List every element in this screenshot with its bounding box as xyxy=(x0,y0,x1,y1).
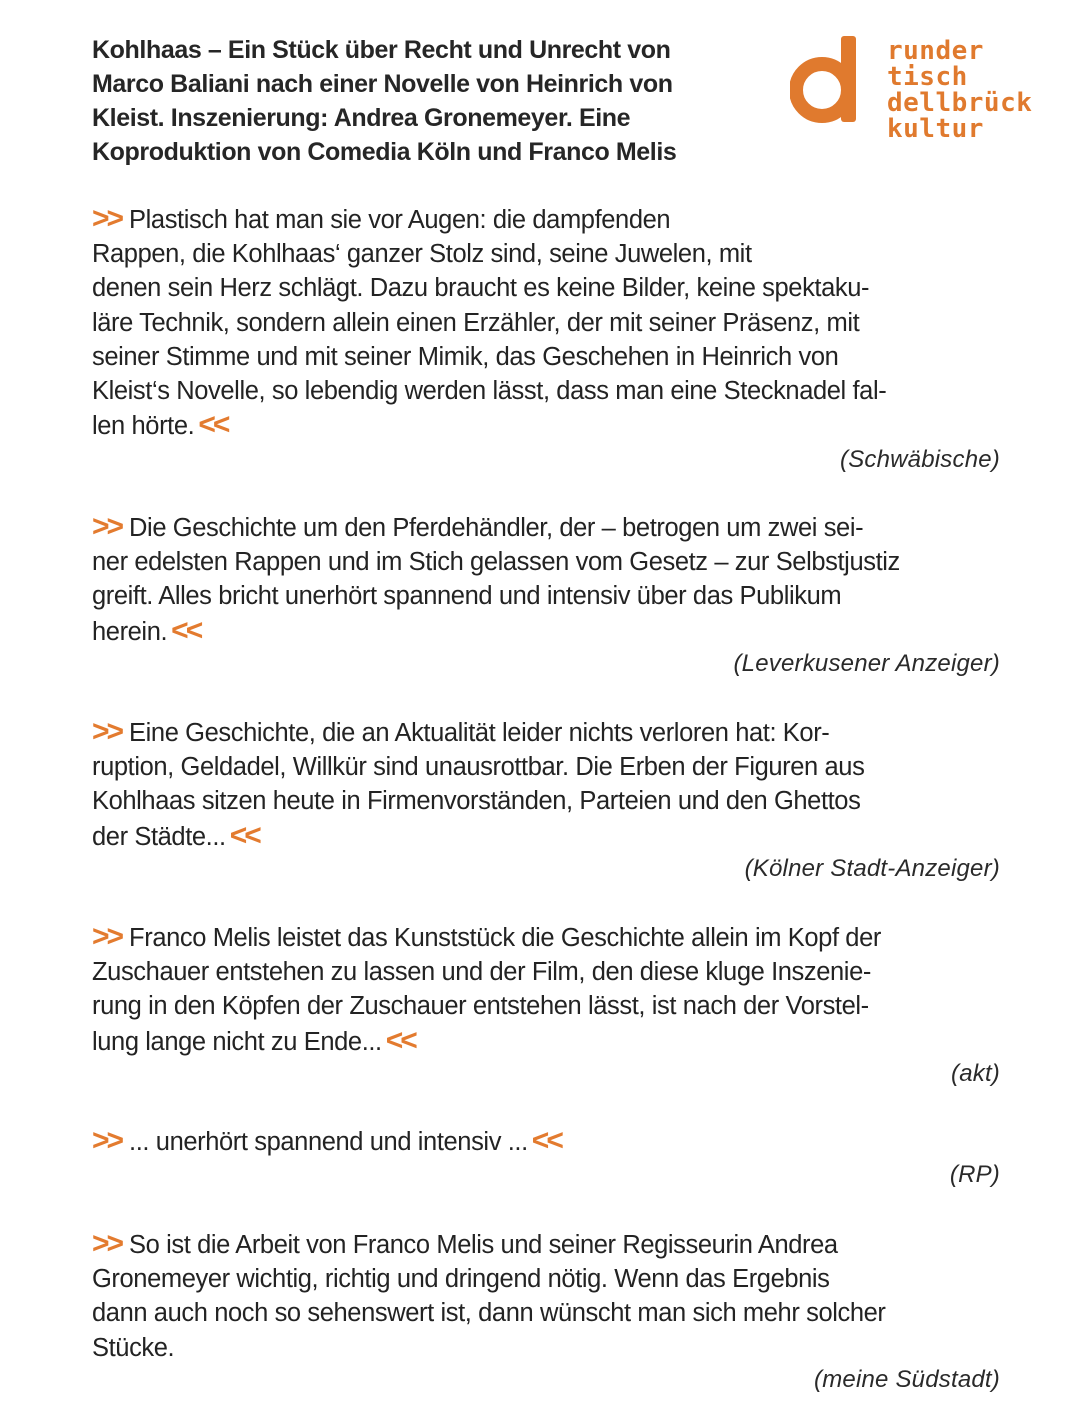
quote-line: läre Technik, sondern allein einen Erzähler, der mit seiner Präsenz, mit xyxy=(92,308,860,337)
quote-text: Franco Melis leistet das Kunststück die Geschichte allein im Kopf der xyxy=(129,924,881,952)
quote-line: Kleist‘s Novelle, so lebendig werden lässt, dass man eine Stecknadel fal- xyxy=(92,377,887,406)
quote-text: So ist die Arbeit von Franco Melis und seiner Regisseurin Andrea xyxy=(129,1231,838,1259)
quote-line: seiner Stimme und mit seiner Mimik, das Geschehen in Heinrich von xyxy=(92,342,839,371)
quote-text: Die Geschichte um den Pferdehändler, der – betrogen um zwei sei- xyxy=(129,514,864,542)
quote-line xyxy=(92,202,1002,237)
header-title-line: Kohlhaas – Ein Stück über Recht und Unrecht von xyxy=(92,36,671,64)
close-quote-marker: << xyxy=(385,1023,415,1057)
close-quote-marker: << xyxy=(531,1124,561,1157)
quote-rp xyxy=(92,1124,1002,1159)
quote-line xyxy=(92,819,1002,854)
close-quote-marker: << xyxy=(229,818,259,852)
source-label: (meine Südstadt) xyxy=(814,1366,1000,1393)
quote-line: Rappen, die Kohlhaas‘ ganzer Stolz sind, seine Juwelen, mit xyxy=(92,240,752,269)
quote-line xyxy=(92,715,1002,750)
logo-line: runder xyxy=(887,36,984,66)
quote-line: Stücke. xyxy=(92,1333,175,1362)
header-title xyxy=(92,33,772,169)
quote-text: Plastisch hat man sie vor Augen: die dampfenden xyxy=(129,206,671,234)
source-label: (akt) xyxy=(951,1060,1000,1087)
quote-line: Kohlhaas sitzen heute in Firmenvorständen, Parteien und den Ghettos xyxy=(92,787,861,816)
quote-text: der Städte... xyxy=(92,822,226,851)
quote-akt xyxy=(92,920,1002,1059)
quote-text: len hörte. xyxy=(92,412,195,441)
logo-line: tisch xyxy=(887,62,968,92)
source-label: (RP) xyxy=(949,1161,1000,1188)
quote-line xyxy=(92,1124,1002,1159)
open-quote-marker: >> xyxy=(92,920,122,953)
quote-line: ruption, Geldadel, Willkür sind unausrottbar. Die Erben der Figuren aus xyxy=(92,753,865,782)
source-label: (Leverkusener Anzeiger) xyxy=(733,650,1000,677)
quote-line: greift. Alles bricht unerhört spannend und intensiv über das Publikum xyxy=(92,582,842,611)
quote-line: Zuschauer entstehen zu lassen und der Film, den diese kluge Inszenie- xyxy=(92,958,871,987)
header-title-line: Marco Baliani nach einer Novelle von Heinrich von xyxy=(92,70,673,98)
header-title-line: Kleist. Inszenierung: Andrea Gronemeyer. Eine xyxy=(92,104,631,132)
quote-line xyxy=(92,408,1002,443)
quote-text: lung lange nicht zu Ende... xyxy=(92,1027,382,1056)
quote-line xyxy=(92,614,1002,649)
open-quote-marker: >> xyxy=(92,202,122,235)
close-quote-marker: << xyxy=(198,408,228,442)
quote-text: ... unerhört spannend und intensiv ... xyxy=(129,1128,528,1156)
logo-line: kultur xyxy=(887,114,984,144)
logo-line: dellbrück xyxy=(887,88,1033,118)
quote-line: denen sein Herz schlägt. Dazu braucht es keine Bilder, keine spektaku- xyxy=(92,274,870,303)
source-label: (Kölner Stadt-Anzeiger) xyxy=(744,855,1000,882)
quote-text: Eine Geschichte, die an Aktualität leider nichts verloren hat: Kor- xyxy=(129,719,830,747)
quote-line: rung in den Köpfen der Zuschauer entstehen lässt, ist nach der Vorstel- xyxy=(92,992,869,1021)
runder-tisch-logo xyxy=(790,30,1050,150)
open-quote-marker: >> xyxy=(92,510,122,543)
d-logo-icon xyxy=(790,30,870,130)
quote-line xyxy=(92,920,1002,955)
quote-line: ner edelsten Rappen und im Stich gelassen vom Gesetz – zur Selbstjustiz xyxy=(92,548,900,577)
quote-line xyxy=(92,1024,1002,1059)
header-title-line: Koproduktion von Comedia Köln und Franco Melis xyxy=(92,138,677,166)
quote-line: dann auch noch so sehenswert ist, dann wünscht man sich mehr solcher xyxy=(92,1299,886,1328)
quote-meine-suedstadt xyxy=(92,1227,1002,1365)
quote-schwaebische xyxy=(92,202,1002,443)
quote-line xyxy=(92,1227,1002,1262)
quote-koelner xyxy=(92,715,1002,854)
quote-line: Gronemeyer wichtig, richtig und dringend nötig. Wenn das Ergebnis xyxy=(92,1265,830,1294)
quote-leverkusener xyxy=(92,510,1002,649)
quote-line xyxy=(92,510,1002,545)
open-quote-marker: >> xyxy=(92,1227,122,1260)
source-label: (Schwäbische) xyxy=(840,446,1000,473)
open-quote-marker: >> xyxy=(92,1124,122,1157)
logo-wordmark xyxy=(887,38,1032,142)
quote-text: herein. xyxy=(92,617,168,646)
close-quote-marker: << xyxy=(171,613,201,647)
open-quote-marker: >> xyxy=(92,715,122,748)
